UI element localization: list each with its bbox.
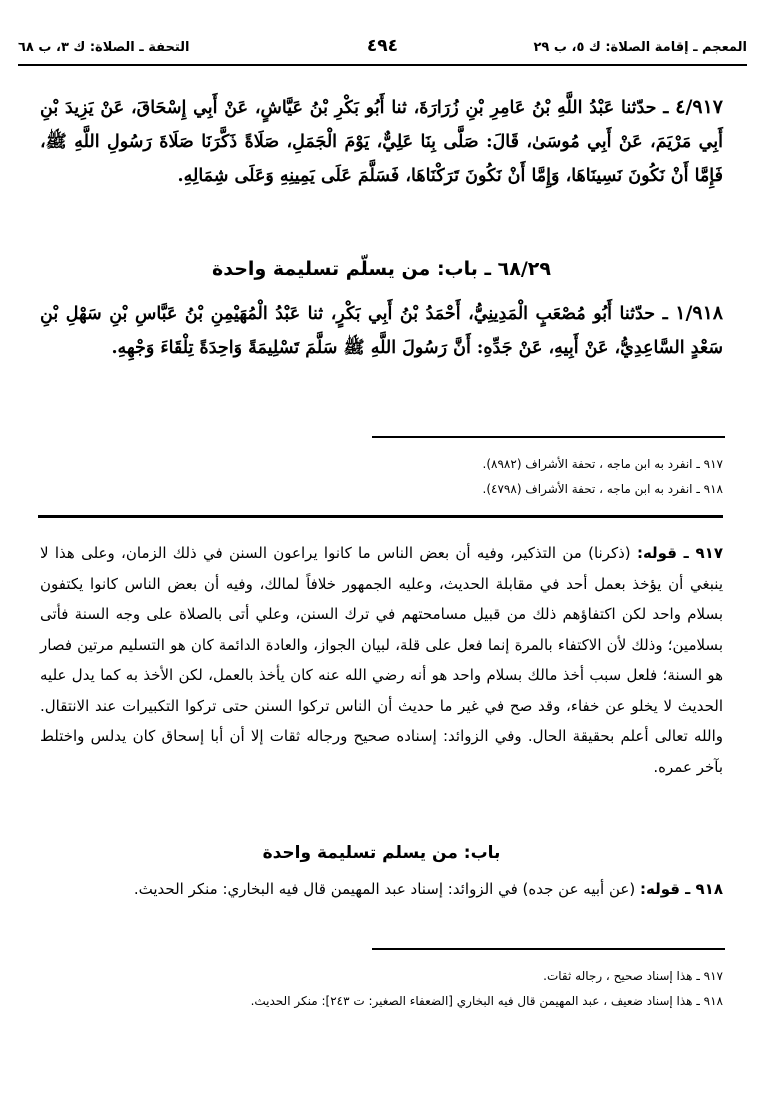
hadith-text: ـ حدّثنا عَبْدُ اللَّهِ بْنُ عَامِرِ بْنِ زُرَارَةَ، ثنا أَبُو بَكْرِ بْنُ عَيَّاشٍ، عَنْ أَبِي إِسْحَاقَ، عَنْ يَزِيدَ بْنِ أَبِي مَرْيَمَ، عَنْ أَبِي مُوسَىٰ، قَالَ: صَلَّى بِنَا عَلِيٌّ، يَوْمَ الْجَمَلِ، صَلَاةً ذَكَّرَنَا صَلَاةَ رَسُولِ اللَّهِ ﷺ، فَإِمَّا أَنْ نَكُونَ نَسِينَاهَا، وَإِمَّا أَنْ نَكُونَ تَرَكْنَاهَا، فَسَلَّمَ عَلَى يَمِينِهِ وَعَلَى شِمَالِهِ.	[40, 98, 723, 186]
footnote-918: ٩١٨ ـ هذا إسناد ضعيف ، عبد المهيمن قال فيه البخاري [الضعفاء الصغير: ت ٢٤٣]: منكر الحديث.	[250, 994, 723, 1008]
commentary-lead: ٩١٧ ـ قوله:	[636, 544, 723, 562]
hadith-918	[40, 296, 723, 365]
commentary-separator	[38, 515, 723, 518]
footnote-917: ٩١٧ ـ هذا إسناد صحيح ، رجاله ثقات.	[543, 969, 723, 983]
commentary-bab-title: باب: من يسلم تسليمة واحدة	[262, 843, 501, 863]
footnotes-top	[40, 452, 723, 502]
hadith-number: ٤/٩١٧	[675, 96, 723, 118]
commentary-lead: ٩١٨ ـ قوله:	[640, 880, 723, 898]
commentary-917	[40, 538, 723, 782]
hadith-text: ـ حدّثنا أَبُو مُصْعَبٍ الْمَدِينِيُّ، أَحْمَدُ بْنُ أَبِي بَكْرٍ، ثنا عَبْدُ الْمُهَيْمِنِ بْنُ عَبَّاسِ بْنِ سَهْلِ بْنِ سَعْدٍ السَّاعِدِيُّ، عَنْ أَبِيهِ، عَنْ جَدِّهِ: أَنَّ رَسُولَ اللَّهِ ﷺ سَلَّمَ تَسْلِيمَةً وَاحِدَةً تِلْقَاءَ وَجْهِهِ.	[40, 304, 723, 358]
footnote-918: ٩١٨ ـ انفرد به ابن ماجه ، تحفة الأشراف (٤٧٩٨).	[482, 482, 723, 496]
hadith-number: ١/٩١٨	[675, 302, 723, 324]
commentary-text: (ذكرنا) من التذكير، وفيه أن بعض الناس ما كانوا يراعون السنن في ذلك الزمان، وعلى هذا لا ينبغي أن يؤخذ بعمل أحد في مقابلة الحديث، وعليه الجمهور خلافاً لمالك، وفيه أن بعض الناس كانوا يكتفون بسلام واحد لكن اكتفاؤهم ذلك من قبيل مسامحتهم في ترك السنن، وعلي أتى بالصلاة على وجه السنة فأتى بسلامين؛ وذلك لأن الاكتفاء بالمرة إنما فعل على قلة، لبيان الجواز، والعادة الدائمة كان هو التسليم مرتين فصار هو السنة؛ فلعل سبب أخذ مالك بسلام واحد هو أنه رضي الله عنه كان يأخذ بالعمل، لكن الأخذ به كما يدل عليه الحديث لا يخلو عن خفاء، وقد صح في غير ما حديث أن الناس تركوا السنن حتى تركوا التكبيرات عند الانتقال. والله تعالى أعلم بحقيقة الحال. وفي الزوائد: إسناده صحيح ورجاله ثقات إلا أن أبا إسحاق كان يدلس واختلط بآخر عمره.	[40, 544, 723, 776]
page-number: ٤٩٤	[366, 36, 399, 56]
footnotes-bottom	[40, 964, 723, 1014]
header-rule	[18, 64, 747, 66]
header-left: التحفة ـ الصلاة: ك ٣، ب ٦٨	[18, 40, 190, 55]
hadith-917	[40, 90, 723, 193]
bab-title: ٦٨/٢٩ ـ باب: من يسلّم تسليمة واحدة	[212, 258, 551, 280]
footnote-917: ٩١٧ ـ انفرد به ابن ماجه ، تحفة الأشراف (٨٩٨٢).	[482, 457, 723, 471]
footnote-rule	[372, 436, 725, 438]
commentary-text: (عن أبيه عن جده) في الزوائد: إسناد عبد المهيمن قال فيه البخاري: منكر الحديث.	[133, 880, 636, 898]
running-header	[18, 34, 747, 64]
header-right: المعجم ـ إقامة الصلاة: ك ٥، ب ٢٩	[533, 40, 747, 55]
footnote-rule	[372, 948, 725, 950]
commentary-918	[40, 874, 723, 905]
